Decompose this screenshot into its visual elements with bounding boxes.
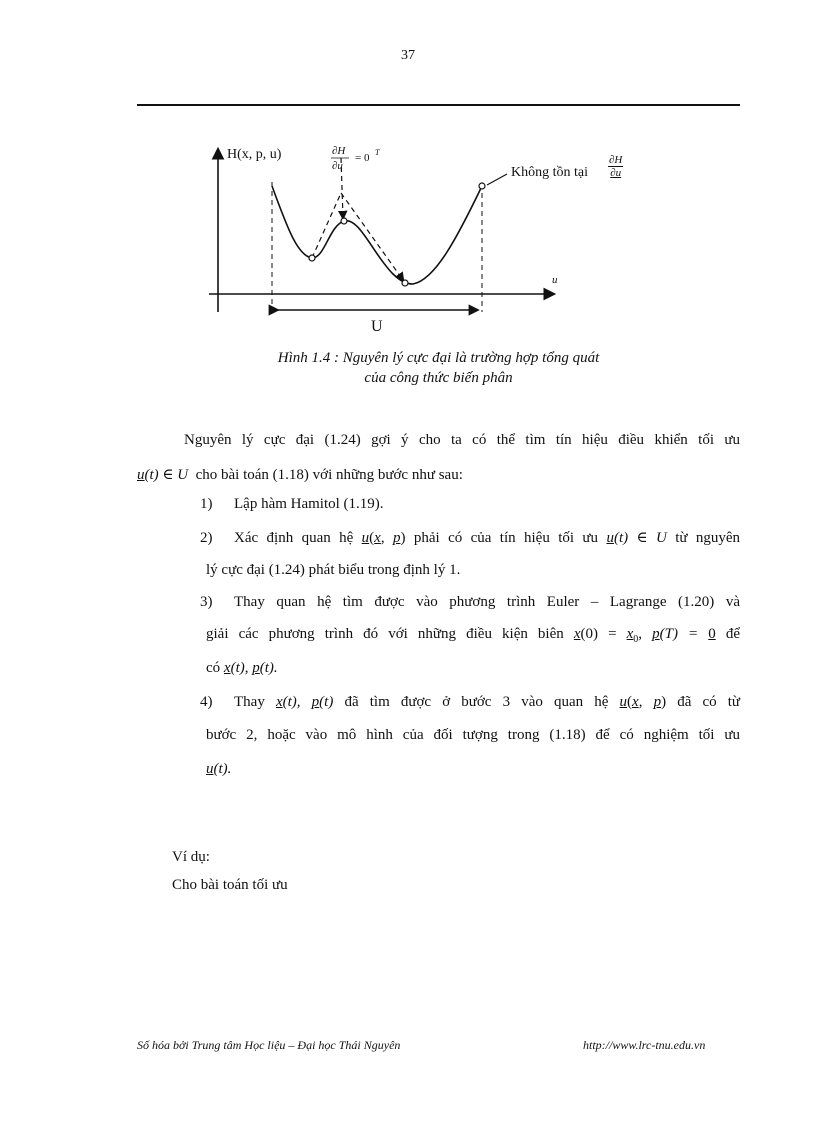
intro-u-rest: (t) ∈ U <box>144 467 189 483</box>
step-2-num: 2) <box>200 530 213 546</box>
bc1-x: x <box>573 626 581 642</box>
example-text: Cho bài toán tối ưu <box>172 877 288 893</box>
figure-caption <box>137 348 740 388</box>
step-2-line-2: lý cực đại (1.24) phát biểu trong định lý 1. <box>206 562 461 578</box>
step-3-num: 3) <box>200 594 213 610</box>
y-axis-label: H(x, p, u) <box>227 147 282 162</box>
note-pointer <box>487 174 507 185</box>
step-2-rel-p: p <box>392 530 401 546</box>
intro-line-2-text: cho bài toán (1.18) với những bước như sau: <box>195 467 463 483</box>
point-local-max <box>341 218 347 224</box>
point-min-2 <box>402 280 408 286</box>
step-4-p-rest: (t) <box>319 694 334 710</box>
step-4-rel-x: x <box>632 694 639 710</box>
step-2-c: từ nguyên <box>675 530 741 546</box>
step-3-line-2a: giải các phương trình đó với những điều kiện biên <box>206 626 564 642</box>
step-2-rel-u: u <box>361 530 370 546</box>
point-min-1 <box>309 255 315 261</box>
footer-right: http://www.lrc-tnu.edu.vn <box>583 1038 706 1052</box>
step-3-line-1-text: Thay quan hệ tìm được vào phương trình Euler – Lagrange (1.20) và <box>234 594 740 610</box>
note-fraction <box>608 154 623 179</box>
step-2-opt-rest: (t) ∈ U <box>613 530 667 546</box>
step-3-line-2b: để <box>725 626 740 642</box>
caption-line-2: của công thức biến phân <box>364 370 513 386</box>
step-1 <box>200 496 740 513</box>
step-3-line-2: giải các phương trình đó với những điều kiện biên $x(0) = x_0$, p(T) = 0 để <box>206 626 740 645</box>
step-2-a: Xác định quan hệ <box>234 530 354 546</box>
step-4-c: đã có từ <box>677 694 741 710</box>
x-axis-label: u <box>552 274 558 286</box>
point-edge <box>479 183 485 189</box>
step-4-a: Thay <box>234 694 265 710</box>
footer-left: Số hóa bởi Trung tâm Học liệu – Đại học Thái Nguyên <box>137 1038 401 1052</box>
step-4-num: 4) <box>200 694 213 710</box>
step-4-line-2: bước 2, hoặc vào mô hình của đối tượng trong (1.18) để có nghiệm tối ưu <box>206 727 740 743</box>
deriv-num: ∂H <box>332 145 346 157</box>
step-3-xt-rest: (t), <box>230 660 249 676</box>
note-fraction-num: ∂H <box>609 154 623 166</box>
deriv-eq: = 0 <box>355 152 370 164</box>
intro-line-2 <box>137 465 740 484</box>
hamiltonian-curve <box>272 186 482 284</box>
bc2-p: p <box>652 626 660 642</box>
step-3-line-3a: có <box>206 660 221 676</box>
caption-line-1: Hình 1.4 : Nguyên lý cực đại là trường hợp tổng quát <box>277 350 600 366</box>
step-2-b: phải có của tín hiệu tối ưu <box>413 530 599 546</box>
note-fraction-den: ∂u <box>610 167 622 179</box>
intro-line-1: Nguyên lý cực đại (1.24) gợi ý cho ta có thể tìm tín hiệu điều khiển tối ưu <box>184 432 740 448</box>
step-4-rel-u: u <box>619 694 628 710</box>
figure-diagram <box>195 130 588 342</box>
step-4-p: p <box>311 694 320 710</box>
bc2-zero: 0 <box>708 626 716 642</box>
bc1-x0: x <box>626 626 634 642</box>
step-4-line-3-rest: (t). <box>213 761 232 777</box>
step-3-line-1 <box>200 594 740 611</box>
step-1-text: Lập hàm Hamitol (1.19). <box>234 496 384 512</box>
step-4-line-3-u: u <box>206 761 214 777</box>
step-4-line-1: 4) Thay x(t), p(t) đã tìm được ở bước 3 vào quan hệ u(x, p) đã có từ <box>200 694 741 710</box>
deriv-den: ∂u <box>332 160 343 172</box>
step-4-x: x <box>275 694 283 710</box>
step-4-line-3 <box>206 761 740 778</box>
step-2-opt-u: u <box>606 530 614 546</box>
step-2-line-1: 2) Xác định quan hệ u(x, p) phải có của tín hiệu tối ưu u(t) ∈ U từ nguyên <box>200 530 741 546</box>
step-3-pt: p <box>252 660 260 676</box>
set-label: U <box>371 318 383 335</box>
bc1-sub: 0 <box>633 634 639 645</box>
step-3-xt: x <box>223 660 231 676</box>
step-3-pt-rest: (t). <box>259 660 278 676</box>
step-4-b: đã tìm được ở bước 3 vào quan hệ <box>344 694 609 710</box>
intro-u: u <box>137 467 145 483</box>
bc2-mid: (T) = <box>659 626 699 642</box>
step-2-rel-x: x <box>374 530 381 546</box>
step-4-rel-p: p <box>653 694 662 710</box>
step-1-num: 1) <box>200 496 213 512</box>
gradient-arrow-2 <box>341 193 403 280</box>
page-number: 37 <box>401 48 415 63</box>
step-4-x-rest: (t), <box>282 694 301 710</box>
example-label: Ví dụ: <box>172 849 210 865</box>
note-text: Không tồn tại <box>511 165 588 180</box>
header-rule <box>137 104 740 106</box>
step-3-line-3 <box>206 660 740 677</box>
deriv-sup: T <box>375 148 380 157</box>
bc1-mid: (0) = <box>580 626 617 642</box>
